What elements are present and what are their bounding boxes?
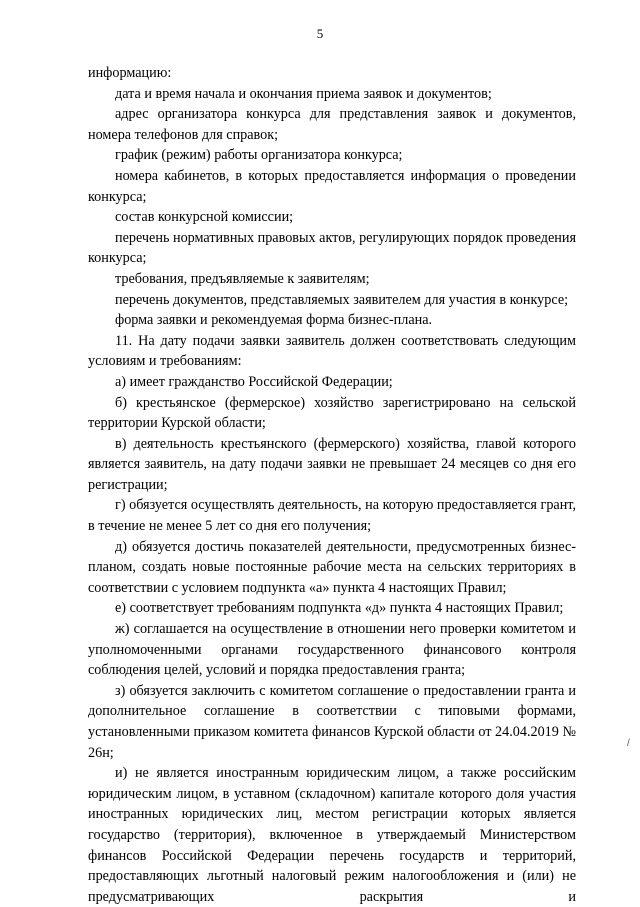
paragraph-3: график (режим) работы организатора конкурса; [115, 147, 403, 164]
page-number: 5 [316, 26, 324, 41]
paragraph-9: форма заявки и рекомендуемая форма бизнес-плана. [115, 312, 433, 329]
paragraph-2: адрес организатора конкурса для представления заявок и документов, номера телефонов для справок; [88, 106, 576, 143]
paragraph-14: г) обязуется осуществлять деятельность, на которую предоставляется грант, в течение не менее 5 лет со дня его получения; [88, 497, 576, 535]
paragraph-5: состав конкурсной комиссии; [115, 209, 294, 226]
paragraph-17: ж) соглашается на осуществление в отношении него проверки комитетом и уполномоченными органами государственного финансового контроля соблюдения целей, условий и порядка предоставления гранта; [88, 621, 576, 679]
paragraph-18: з) обязуется заключить с комитетом соглашение о предоставлении гранта и дополнительное соглашение в соответствии с типовыми формами, установленными приказом комитета финансов Курской области от 24.04.2019 № 26н; [88, 682, 576, 761]
paragraph-12: б) крестьянское (фермерское) хозяйство зарегистрировано на сельской территории Курской области; [88, 394, 576, 432]
paragraph-8: перечень документов, представляемых заявителем для участия в конкурсе; [115, 291, 569, 308]
paragraph-4: номера кабинетов, в которых предоставляется информация о проведении конкурса; [88, 167, 576, 205]
paragraph-13: в) деятельность крестьянского (фермерского) хозяйства, главой которого является заявитель, на дату подачи заявки не превышает 24 месяцев со дня его регистрации; [88, 435, 576, 493]
paragraph-6: перечень нормативных правовых актов, регулирующих порядок проведения конкурса; [88, 229, 576, 267]
margin-mark: / [627, 738, 630, 749]
paragraph-15: д) обязуется достичь показателей деятельности, предусмотренных бизнес-планом, создать новые постоянные рабочие места на сельских территориях в соответствии с условием подпункта «а» пункта 4 настоящих Правил; [88, 538, 576, 596]
paragraph-16: е) соответствует требованиям подпункта «д» пункта 4 настоящих Правил; [115, 600, 564, 617]
paragraph-11: а) имеет гражданство Российской Федерации; [115, 373, 393, 390]
paragraph-19: и) не является иностранным юридическим лицом, а также российским юридическим лицом, в уставном (складочном) капитале которого доля участия иностранных юридических лиц, местом регистрации которых является государство (территория), включенное в утверждаемый Министерством финансов Российской Федерации перечень государств и территорий, предоставляющих льготный налоговый режим налогообложения и (или) не предусматривающих раскрытия и [88, 765, 576, 905]
paragraph-0: информацию: [88, 65, 172, 81]
document-body [88, 63, 576, 907]
paragraph-10: 11. На дату подачи заявки заявитель должен соответствовать следующим условиям и требованиям: [88, 332, 576, 370]
paragraph-1: дата и время начала и окончания приема заявок и документов; [115, 85, 492, 102]
paragraph-7: требования, предъявляемые к заявителям; [115, 270, 370, 287]
